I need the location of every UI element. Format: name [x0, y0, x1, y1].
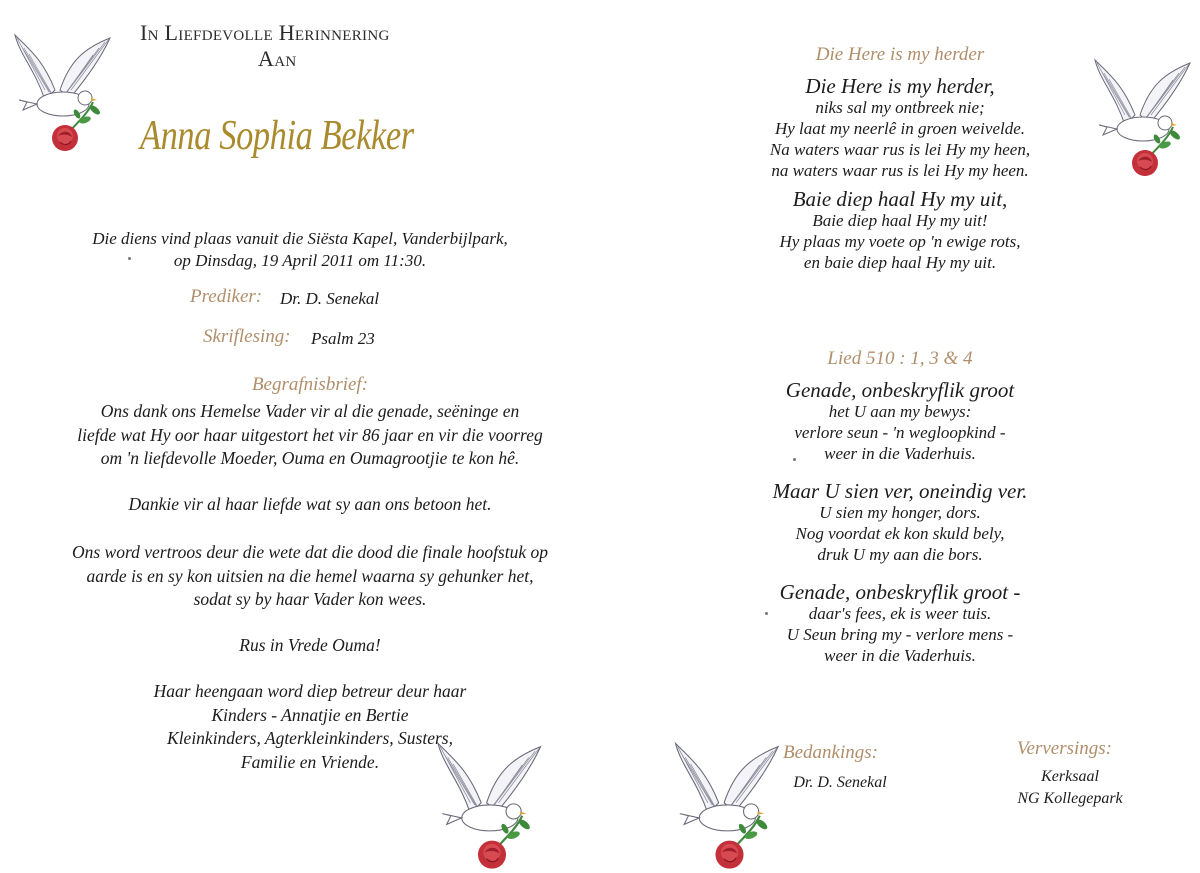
refreshments-value [1000, 766, 1140, 810]
letter-line: Kinders - Annatjie en Bertie [211, 704, 409, 725]
verse-line: druk U my aan die bors. [817, 545, 983, 564]
verse-line: weer in die Vaderhuis. [824, 444, 976, 463]
letter-line: Rus in Vrede Ouma! [239, 635, 381, 655]
verse-line: Hy laat my neerlê in groen weivelde. [774, 119, 1026, 138]
speck [793, 458, 796, 461]
verse-line: Na waters waar rus is lei Hy my heen, [769, 140, 1031, 159]
letter-heading: Begrafnisbrief: [251, 374, 369, 395]
verse-line: na waters waar rus is lei Hy my heen. [771, 161, 1029, 180]
letter-paragraph [30, 400, 590, 471]
verse-line: en baie diep haal Hy my uit. [803, 253, 997, 272]
letter-paragraph [30, 493, 590, 517]
refreshments-label: Verversings: [1017, 738, 1112, 759]
verse-line: verlore seun - 'n wegloopkind - [794, 423, 1006, 442]
hymn2-verse [640, 380, 1160, 464]
service-details [30, 228, 570, 272]
hymn2-title: Lied 510 : 1, 3 & 4 [827, 348, 973, 369]
verse-line: niks sal my ontbreek nie; [815, 98, 985, 117]
reading-label: Skriflesing: [203, 326, 291, 347]
letter-line: sodat sy by haar Vader kon wees. [193, 589, 427, 609]
verse-line: Genade, onbeskryflik groot [785, 378, 1015, 402]
reading-value: Psalm 23 [311, 329, 375, 348]
verse-line: Genade, onbeskryflik groot - [779, 580, 1021, 604]
verse-line: Baie diep haal Hy my uit! [812, 211, 988, 230]
verse-line: Baie diep haal Hy my uit, [792, 187, 1008, 211]
right-page [600, 0, 1200, 873]
verse-line: daar's fees, ek is weer tuis. [808, 604, 992, 623]
hymn1-verse [640, 76, 1160, 181]
letter-paragraph [30, 541, 590, 612]
preacher-value: Dr. D. Senekal [280, 289, 380, 308]
refreshments-line: Kerksaal [1041, 768, 1099, 785]
verse-line: het U aan my bewys: [828, 402, 972, 421]
thanks-label: Bedankings: [783, 742, 878, 763]
letter-line: Familie en Vriende. [240, 751, 380, 772]
refreshments-line: NG Kollegepark [1017, 790, 1123, 807]
verse-line: Die Here is my herder, [805, 74, 995, 98]
hymn1-verse [640, 189, 1160, 273]
hymn2-verse [640, 481, 1160, 565]
letter-line: Kleinkinders, Agterkleinkinders, Susters, [167, 728, 453, 748]
thanks-value: Dr. D. Senekal [793, 774, 887, 791]
letter-line: Ons dank ons Hemelse Vader vir al die genade, seëninge en [100, 401, 520, 421]
verse-line: U sien my honger, dors. [819, 503, 981, 522]
verse-line: Hy plaas my voete op 'n ewige rots, [779, 232, 1021, 251]
verse-line: Maar U sien ver, oneindig ver. [772, 479, 1028, 503]
service-line: Die diens vind plaas vanuit die Siësta Kapel, Vanderbijlpark, [92, 229, 508, 248]
deceased-name: Anna Sophia Bekker [140, 113, 414, 159]
verse-line: Nog voordat ek kon skuld bely, [795, 524, 1005, 543]
letter-line: liefde wat Hy oor haar uitgestort het vir 86 jaar en vir die voorreg [77, 424, 543, 445]
memorial-heading-line2: Aan [258, 46, 297, 71]
verse-line: U Seun bring my - verlore mens - [786, 625, 1014, 644]
service-line: op Dinsdag, 19 April 2011 om 11:30. [173, 251, 427, 270]
speck [128, 257, 131, 260]
memorial-heading-line1: In Liefdevolle Herinnering [140, 20, 390, 45]
letter-line: Haar heengaan word diep betreur deur haar [153, 681, 467, 701]
memorial-heading [140, 20, 440, 72]
letter-line: Ons word vertroos deur die wete dat die dood die finale hoofstuk op [71, 542, 548, 562]
dove-with-rose-icon [10, 30, 120, 155]
letter-line: aarde is en sy kon uitsien na die hemel waarna sy gehunker het, [86, 565, 534, 586]
letter-line: Dankie vir al haar liefde wat sy aan ons betoon het. [128, 494, 492, 514]
verse-line: weer in die Vaderhuis. [824, 646, 976, 665]
dove-with-rose-icon [672, 738, 787, 873]
preacher-label: Prediker: [190, 286, 263, 307]
letter-line: om 'n liefdevolle Moeder, Ouma en Oumagrootjie te kon hê. [100, 448, 520, 468]
hymn1-title: Die Here is my herder [815, 44, 985, 65]
letter-paragraph [30, 680, 590, 774]
letter-paragraph [30, 634, 590, 658]
hymn2-verse [640, 582, 1160, 666]
